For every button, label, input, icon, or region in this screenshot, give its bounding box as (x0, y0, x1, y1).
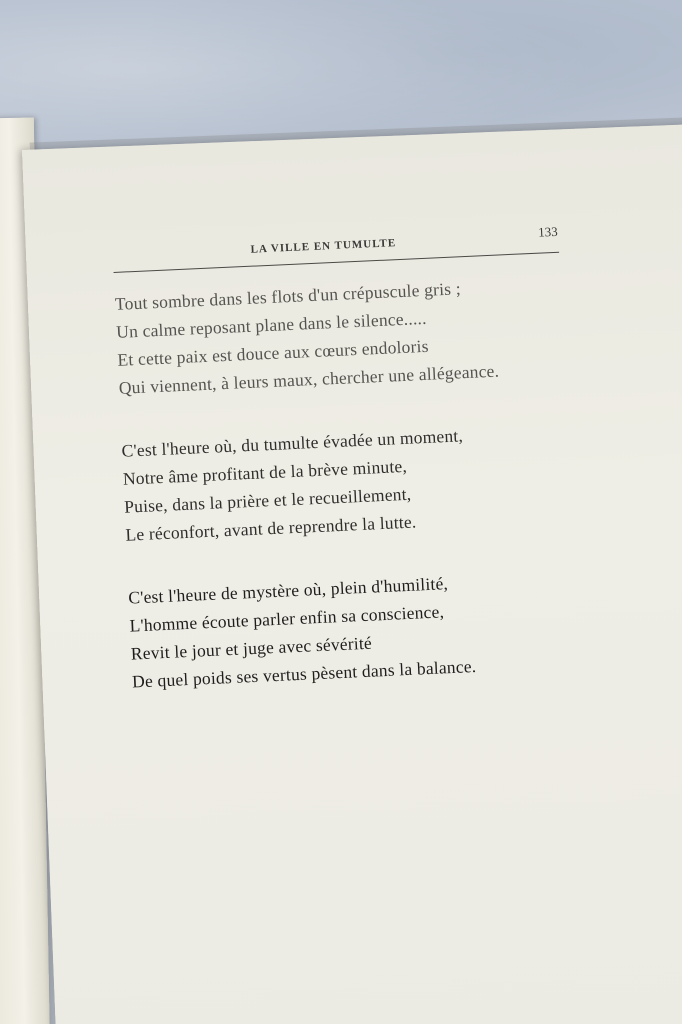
page-number: 133 (537, 223, 558, 240)
verse-line: Revit le jour et juge avec sévérité (130, 632, 373, 664)
verse-line: Qui viennent, à leurs maux, chercher une allégeance. (118, 360, 500, 398)
verse-line: Et cette paix est douce aux cœurs endoloris (117, 335, 430, 370)
verse-line: L'homme écoute parler enfin sa conscience, (129, 601, 445, 636)
verse-line: Tout sombre dans les flots d'un crépuscule gris ; (114, 278, 462, 314)
verse-line: Un calme reposant plane dans le silence..... (115, 307, 427, 342)
verse-line: C'est l'heure où, du tumulte évadée un moment, (121, 425, 464, 461)
stanza-3 (128, 561, 633, 696)
verse-line: Notre âme profitant de la brève minute, (122, 455, 408, 489)
poem (114, 267, 633, 730)
verse-line: Le réconfort, avant de reprendre la lutte. (125, 511, 417, 545)
verse-line: C'est l'heure de mystère où, plein d'humilité, (127, 573, 449, 608)
verse-line: De quel poids ses vertus pèsent dans la balance. (131, 655, 477, 692)
verse-line: Puise, dans la prière et le recueillement, (123, 483, 412, 517)
stanza-2 (121, 414, 626, 549)
running-title: LA VILLE EN TUMULTE (250, 237, 397, 256)
stanza-1 (114, 267, 619, 402)
